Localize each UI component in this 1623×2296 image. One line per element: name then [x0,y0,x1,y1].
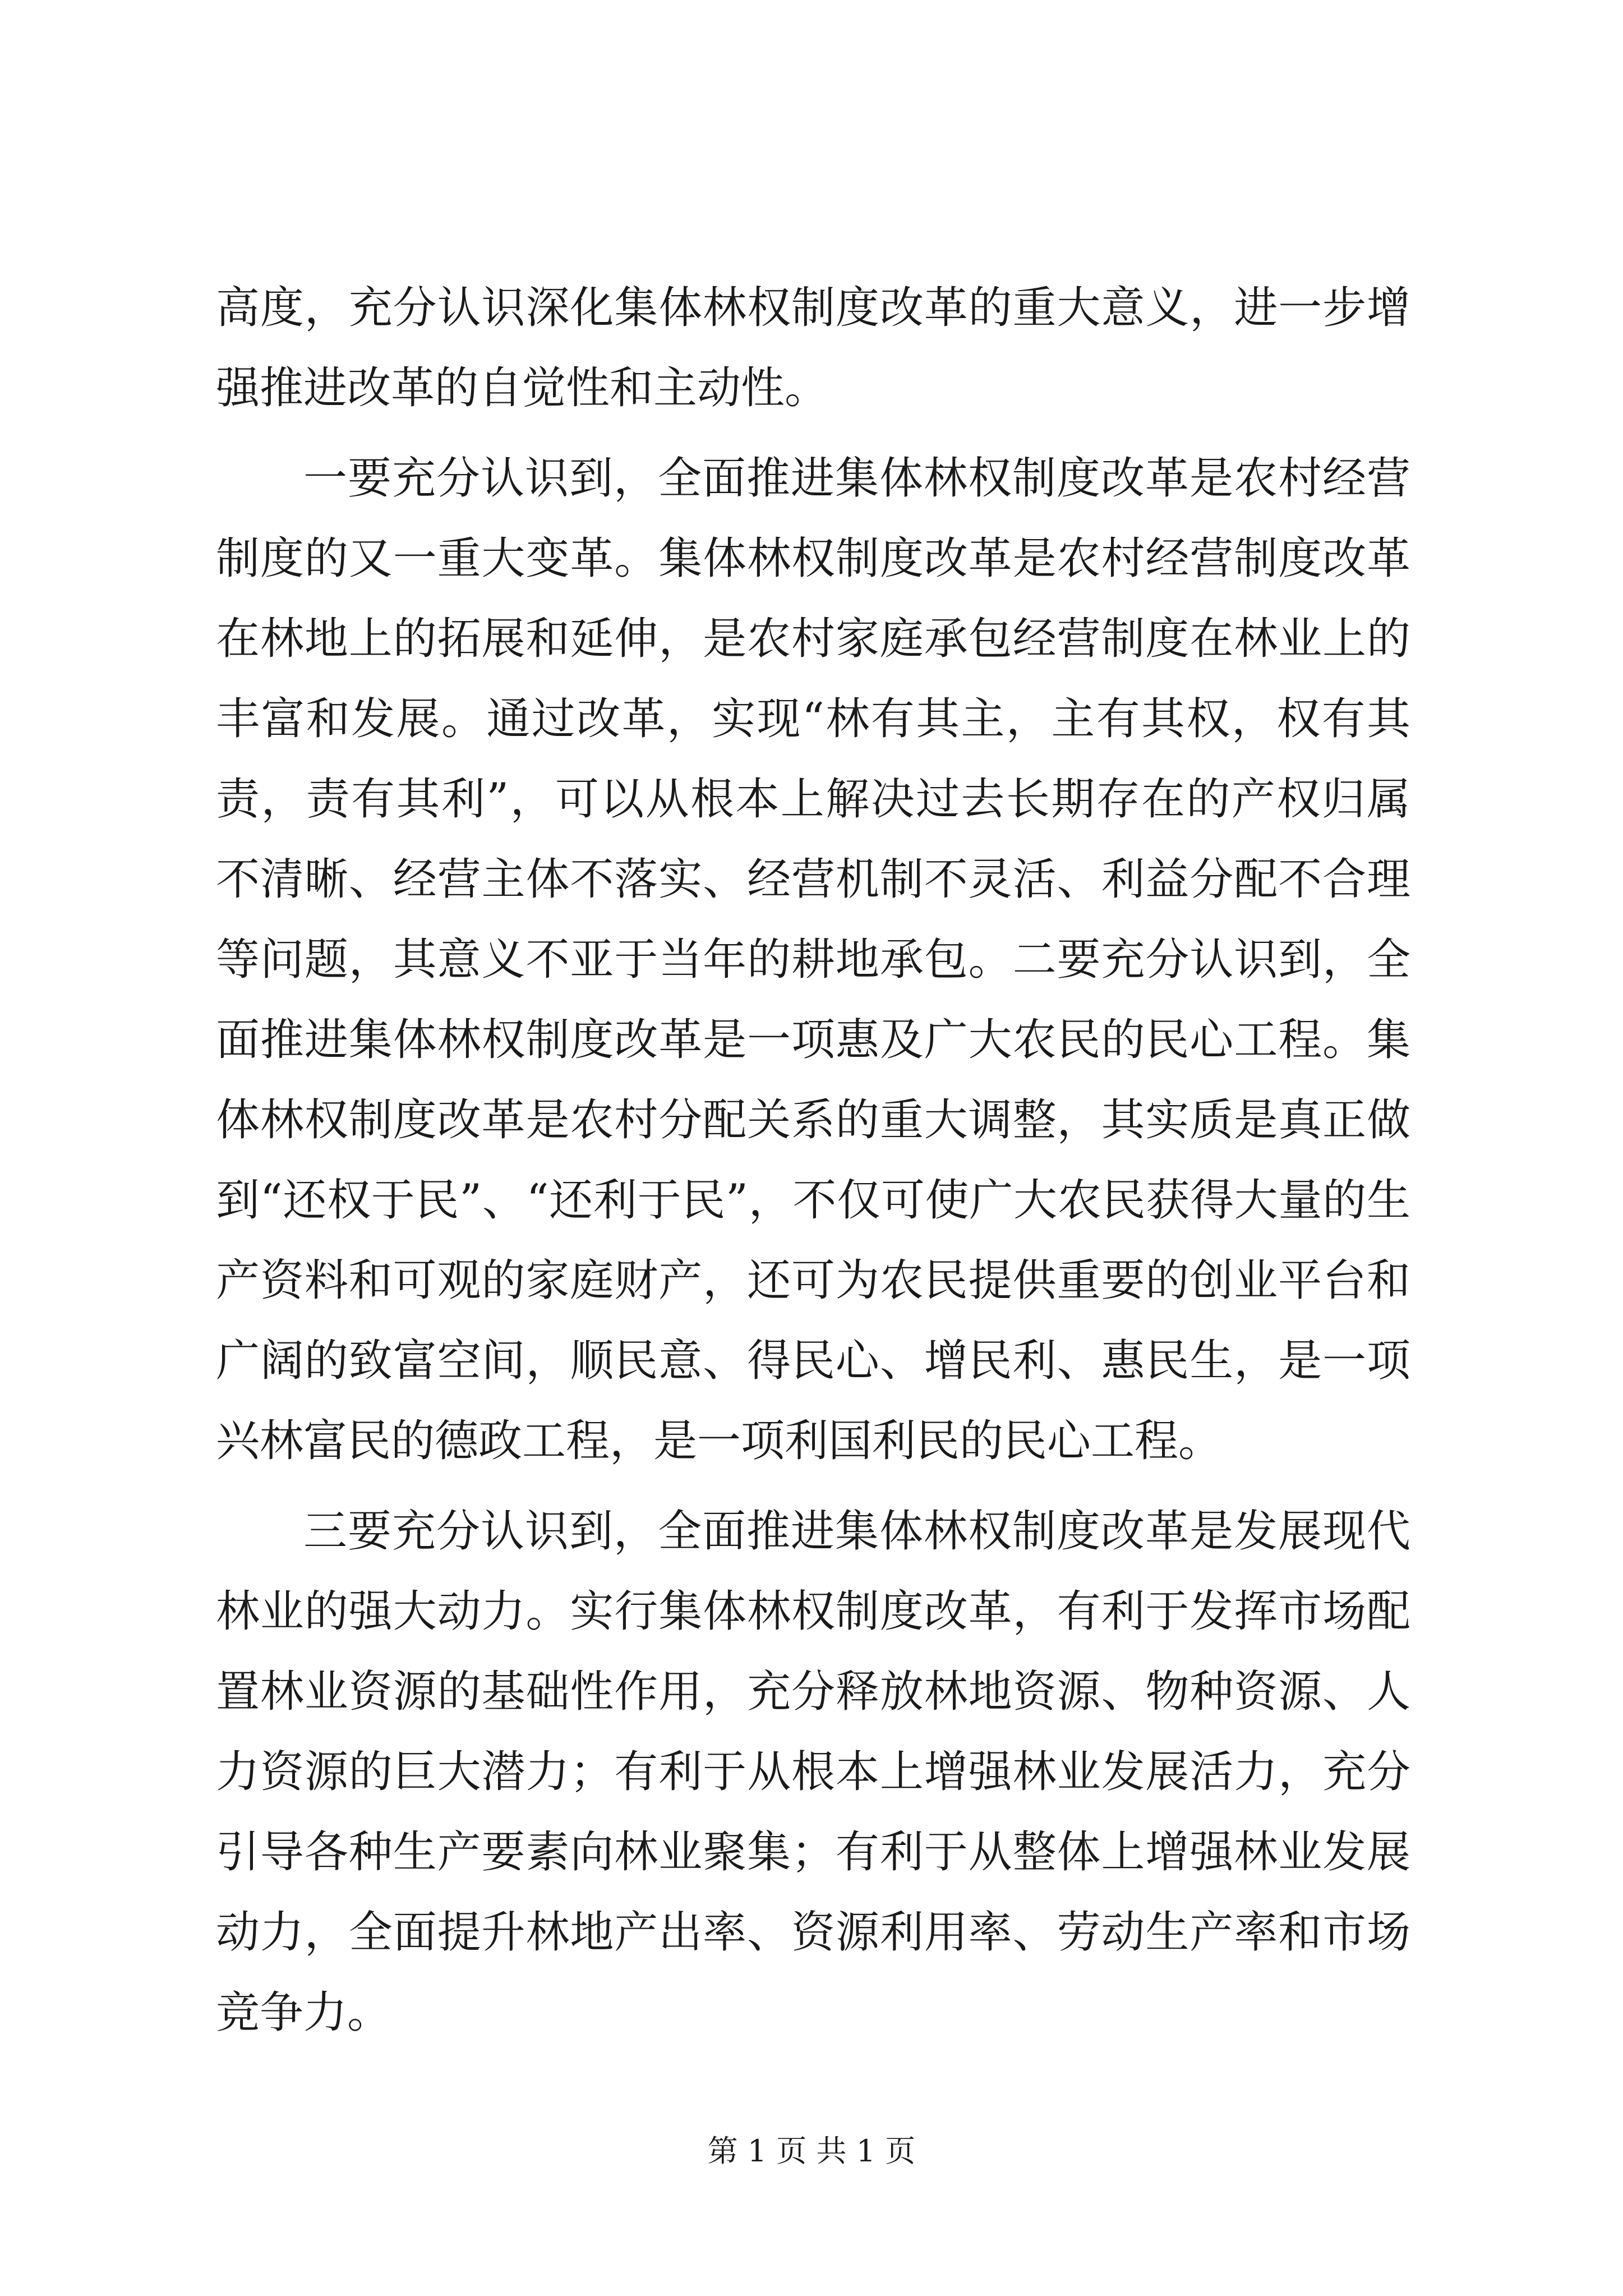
paragraph-first-point: 一要充分认识到，全面推进集体林权制度改革是农村经营制度的又一重大变革。集体林权制度改革是农村经营制度改革在林地上的拓展和延伸，是农村家庭承包经营制度在林业上的丰富和发展。通过改革，实现“林有其主，主有其权，权有其责，责有其利”，可以从根本上解决过去长期存在的产权归属不清晰、经营主体不落实、经营机制不灵活、利益分配不合理等问题，其意义不亚于当年的耕地承包。二要充分认识到，全面推进集体林权制度改革是一项惠及广大农民的民心工程。集体林权制度改革是农村分配关系的重大调整，其实质是真正做到“还权于民”、“还利于民”，不仅可使广大农民获得大量的生产资料和可观的家庭财产，还可为农民提供重要的创业平台和广阔的致富空间，顺民意、得民心、增民利、惠民生，是一项兴林富民的德政工程，是一项利国利民的民心工程。 [216,453,1410,1466]
document-body [216,268,1410,2053]
paragraph-continuation: 高度，充分认识深化集体林权制度改革的重大意义，进一步增强推进改革的自觉性和主动性。 [216,283,1410,413]
paragraph-third-point: 三要充分认识到，全面推进集体林权制度改革是发展现代林业的强大动力。实行集体林权制度改革，有利于发挥市场配置林业资源的基础性作用，充分释放林地资源、物种资源、人力资源的巨大潜力；有利于从根本上增强林业发展活力，充分引导各种生产要素向林业聚集；有利于从整体上增强林业发展动力，全面提升林地产出率、资源利用率、劳动生产率和市场竞争力。 [216,1506,1410,2038]
page-footer: 第 1 页 共 1 页 [707,2133,916,2169]
